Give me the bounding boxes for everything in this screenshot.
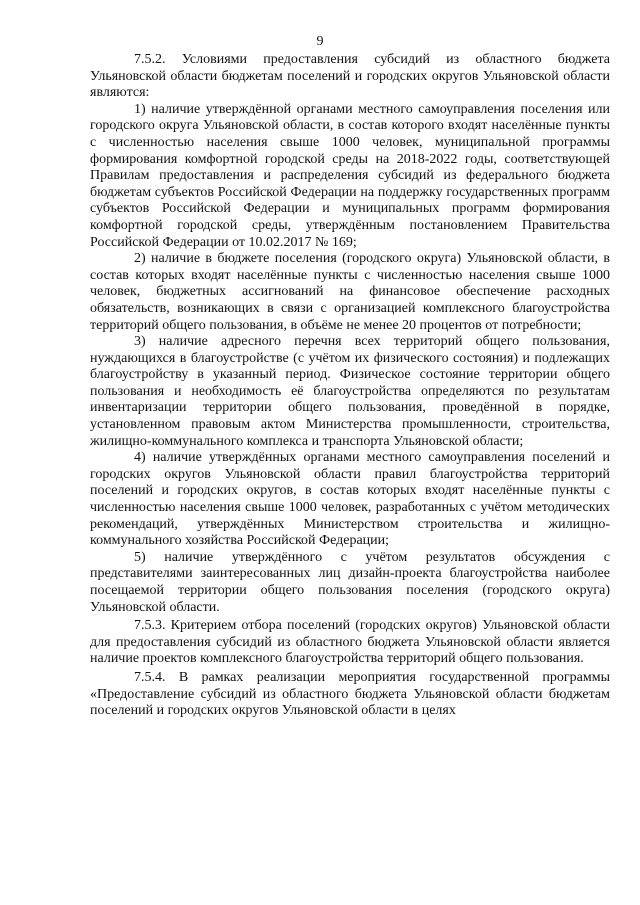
page-number: 9 — [316, 34, 324, 49]
paragraph-item-2: 2) наличие в бюджете поселения (городского округа) Ульяновской области, в состав которых входят населённые пункты с численностью населения свыше 1000 человек, бюджетных ассигнований на финансовое обеспечение расходных обязательств, возникающих в связи с организацией комплексного благоустройства территорий общего пользования, в объёме не менее 20 процентов от потребности; — [90, 251, 610, 333]
document-body — [90, 52, 610, 720]
paragraph-item-4: 4) наличие утверждённых органами местного самоуправления поселений и городских округов Ульяновской области правил благоустройства территорий поселений и городских округов, в состав которых входят населённые пункты с численностью населения свыше 1000 человек, разработанных с учётом методических рекомендаций, утверждённых Министерством строительства и жилищно-коммунального хозяйства Российской Федерации; — [90, 450, 610, 549]
paragraph-7-5-4: 7.5.4. В рамках реализации мероприятия государственной программы «Предоставление субсидий из областного бюджета Ульяновской области бюджетам поселений и городских округов Ульяновской области в целях — [90, 669, 610, 719]
paragraph-7-5-3: 7.5.3. Критерием отбора поселений (городских округов) Ульяновской области для предоставления субсидий из областного бюджета Ульяновской области является наличие проектов комплексного благоустройства территорий общего пользования. — [90, 618, 610, 667]
paragraph-item-1: 1) наличие утверждённой органами местного самоуправления поселения или городского округа Ульяновской области, в состав которого входят населённые пункты с численностью населения свыше 1000 человек, муниципальной программы формирования комфортной городской среды на 2018-2022 годы, соответствующей Правилам предоставления и распределения субсидий из федерального бюджета бюджетам субъектов Российской Федерации на поддержку государственных программ субъектов Российской Федерации и муниципальных программ формирования комфортной городской среды, утверждённым постановлением Правительства Российской Федерации от 10.02.2017 № 169; — [90, 101, 610, 250]
paragraph-item-3: 3) наличие адресного перечня всех территорий общего пользования, нуждающихся в благоустройстве (с учётом их физического состояния) и подлежащих благоустройству в указанный период. Физическое состояние территории общего пользования и необходимость её благоустройства определяются по результатам инвентаризации территории общего пользования, проведённой в порядке, установленном правовым актом Министерства промышленности, строительства, жилищно-коммунального комплекса и транспорта Ульяновской области; — [90, 334, 610, 449]
paragraph-item-5: 5) наличие утверждённого с учётом результатов обсуждения с представителями заинтересованных лиц дизайн-проекта благоустройства наиболее посещаемой территории общего пользования поселения (городского округа) Ульяновской области. — [90, 549, 610, 615]
paragraph-7-5-2: 7.5.2. Условиями предоставления субсидий из областного бюджета Ульяновской области бюджетам поселений и городских округов Ульяновской области являются: — [90, 52, 610, 101]
